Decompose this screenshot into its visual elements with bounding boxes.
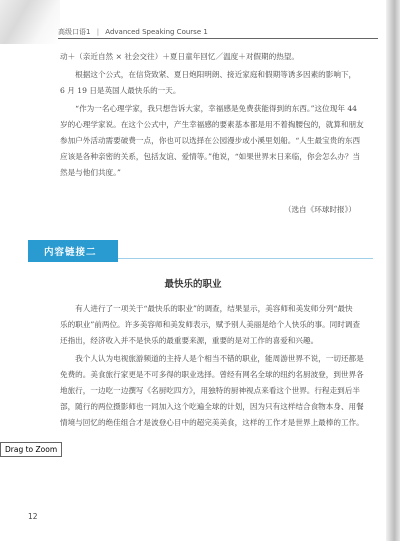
drag-to-zoom-button[interactable]: Drag to Zoom <box>0 442 62 457</box>
brush-decoration <box>0 0 60 44</box>
intro-line: 动＋（亲近自然 × 社会交往）＋夏日童年回忆／温度＋对假期的热望。 <box>60 52 299 61</box>
intro-line: 根据这个公式，在信贷致紧、夏日炮阳明朗、接近家庭和假期等诱多因素的影响下， <box>60 70 357 79</box>
page-header <box>0 0 386 44</box>
page-edge <box>386 0 400 541</box>
header-title-cn: 高级口语1 <box>58 28 91 36</box>
header-title-en: Advanced Speaking Course 1 <box>105 28 208 36</box>
article-line: 有人进行了一项关于“最快乐的职业”的调查，结果显示，美容师和美发师分列“最快 <box>60 304 353 313</box>
section-label: 内容链接二 <box>44 247 97 258</box>
article-line: 地旅行，一边吃一边撰写《名厨吃四方》，用独特的厨神视点来看这个世界。行程走到后半 <box>60 386 360 395</box>
section-label-box <box>28 240 118 262</box>
article-line: 乐的职业”前两位。许多美容师和美发师表示，赋予别人美丽是给个人快乐的事。同时调查 <box>60 320 361 329</box>
intro-line: 参加户外活动需要破费一点，你也可以选择在公园漫步或小溪里划船。“人生最宝贵的东西 <box>60 136 361 145</box>
section-rule <box>118 258 373 259</box>
article-line: 部，随行的两位摄影师也一同加入这个吃遍全球的计划，因为只有这样结合食物本身、用餐 <box>60 402 364 411</box>
article-title: 最快乐的职业 <box>164 279 222 290</box>
intro-line: 岁的心理学家说。在这个公式中，产生幸福感的要素基本都是用不着掏腰包的，就算和朋友 <box>60 120 364 129</box>
article-line: 免费的。美食旅行家更是不可多得的职业选择。曾经有网名全球的纽约名厨波登，到世界各 <box>60 370 364 379</box>
running-header <box>58 27 208 37</box>
intro-line: “作为一名心理学家，我只想告诉大家，幸福感是免费获能得到的东西。”这位现年 44 <box>60 104 358 113</box>
intro-line: 应该是各种亲密的关系，包括友谊、爱情等。”他说，“如果世界末日来临，你会怎么办？当 <box>60 152 361 161</box>
intro-line: 6 月 19 日是英国人最快乐的一天。 <box>60 86 181 95</box>
header-rule <box>58 38 378 39</box>
quote-source: （选自《环球时报》） <box>283 205 356 214</box>
header-separator: | <box>96 28 100 36</box>
article-line: 情境与回忆的绝佳组合才是波登心目中的超完美美食，这样的工作才是世界上最棒的工作。 <box>60 418 364 427</box>
article-line: 我个人认为电视旅游频道的主持人是个相当不错的职业，能周游世界不说，一切还都是 <box>60 354 364 363</box>
page-number: 12 <box>28 512 38 521</box>
article-line: 还指出，经济收入并不是快乐的最重要来源，重要的是对工作的喜爱和兴趣。 <box>60 336 319 345</box>
intro-line: 然是与他们共度。” <box>60 168 121 177</box>
